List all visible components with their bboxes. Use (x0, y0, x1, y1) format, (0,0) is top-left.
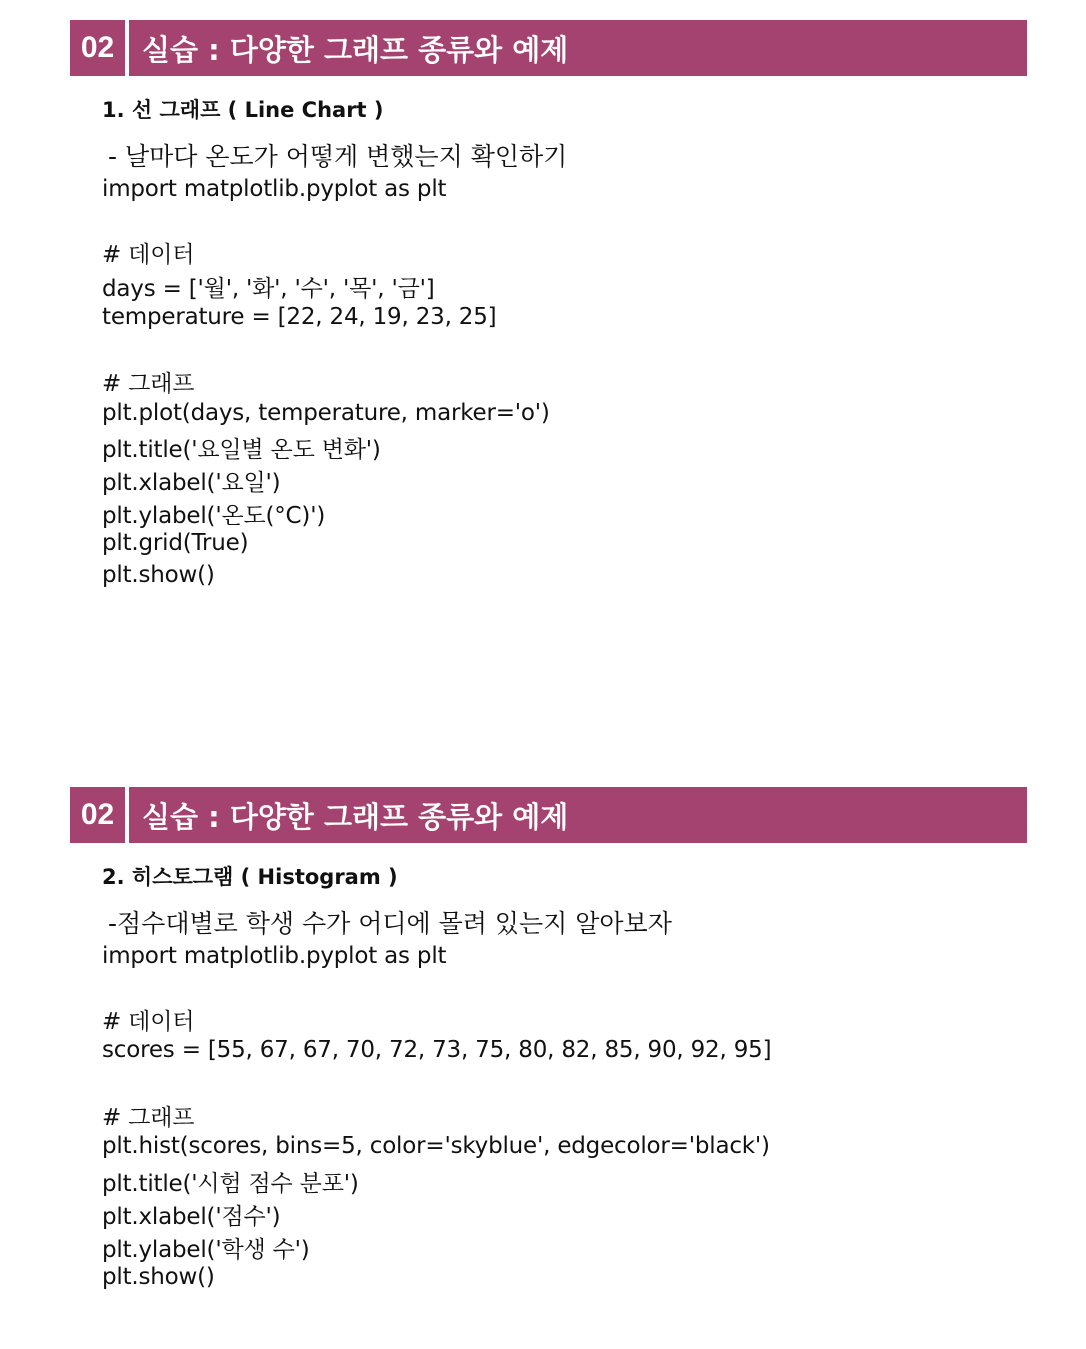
code-comment: # 그래프 (102, 371, 195, 397)
code-line: plt.ylabel('학생 수') (102, 1237, 310, 1263)
banner-title: 실습 : 다양한 그래프 종류와 예제 (142, 32, 569, 67)
code-line: plt.title('시험 점수 분포') (102, 1171, 359, 1197)
banner-number: 02 (80, 798, 115, 831)
section-banner-2 (70, 787, 1027, 843)
section-heading-histogram: 2. 히스토그램 ( Histogram ) (102, 865, 398, 889)
banner-title: 실습 : 다양한 그래프 종류와 예제 (142, 799, 569, 834)
code-line: plt.hist(scores, bins=5, color='skyblue', edgecolor='black') (102, 1133, 770, 1159)
section-banner-1 (70, 20, 1027, 76)
code-line: plt.grid(True) (102, 530, 249, 556)
code-line: plt.title('요일별 온도 변화') (102, 437, 381, 463)
section-description: - 날마다 온도가 어떻게 변했는지 확인하기 (108, 142, 568, 171)
code-line: plt.xlabel('점수') (102, 1204, 281, 1230)
code-line: plt.ylabel('온도(°C)') (102, 503, 326, 529)
code-line: days = ['월', '화', '수', '목', '금'] (102, 276, 435, 302)
code-line: plt.xlabel('요일') (102, 470, 281, 496)
code-line: import matplotlib.pyplot as plt (102, 176, 447, 202)
banner-number: 02 (80, 31, 115, 64)
code-line: plt.show() (102, 562, 215, 588)
code-line: plt.plot(days, temperature, marker='o') (102, 400, 550, 426)
code-comment: # 그래프 (102, 1105, 195, 1131)
code-line: temperature = [22, 24, 19, 23, 25] (102, 304, 497, 330)
code-line: import matplotlib.pyplot as plt (102, 943, 447, 969)
section-description: -점수대별로 학생 수가 어디에 몰려 있는지 알아보자 (108, 909, 672, 938)
code-line: plt.show() (102, 1264, 215, 1290)
code-line: scores = [55, 67, 67, 70, 72, 73, 75, 80, 82, 85, 90, 92, 95] (102, 1037, 772, 1063)
section-heading-line-chart: 1. 선 그래프 ( Line Chart ) (102, 98, 384, 122)
code-comment: # 데이터 (102, 1009, 195, 1035)
code-comment: # 데이터 (102, 242, 195, 268)
